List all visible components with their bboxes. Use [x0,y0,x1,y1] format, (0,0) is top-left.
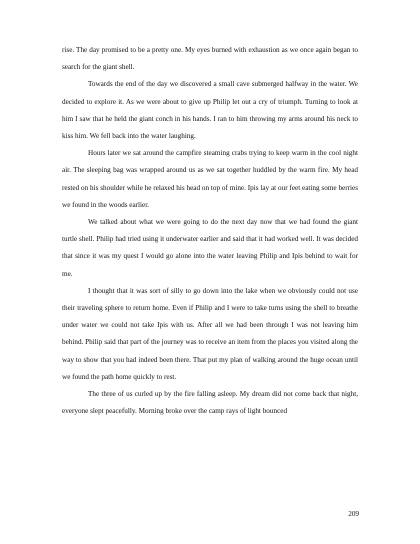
paragraph-5: I thought that it was sort of silly to go down into the lake when we obviously could not use their traveling sphere to return home. Even if Philip and I were to take turns using the shell to breathe under water we could not take Ipis with us. After all we had been through I was not leaving him behind. Philip said that part of the journey was to receive an item from the places you visited along the way to show that you had indeed been there. That put my plan of walking around the huge ocean until we found the path home quickly to rest. [62,286,358,381]
paragraph-1: rise. The day promised to be a pretty one. My eyes burned with exhaustion as we once again began to search for the giant shell. [62,46,358,72]
paragraph-2: Towards the end of the day we discovered a small cave submerged halfway in the water. We decided to explore it. As we were about to give up Philip let out a cry of triumph. Turning to look at him I saw that he held the giant conch in his hands. I ran to him throwing my arms around his neck to kiss him. We fell back into the water laughing. [62,80,358,141]
paragraph-4: We talked about what we were going to do the next day now that we had found the giant turtle shell. Philip had tried using it underwater earlier and said that it had worked well. It was decided that since it was my quest I would go alone into the water leaving Philip and Ipis behind to wait for me. [62,218,358,278]
paragraph-6: The three of us curled up by the fire falling asleep. My dream did not come back that night, everyone slept peacefully. Morning broke over the camp rays of light bounced [62,390,358,416]
paragraph-3: Hours later we sat around the campfire steaming crabs trying to keep warm in the cool night air. The sleeping bag was wrapped around us as we sat together huddled by the warm fire. My head rested on his shoulder while he relaxed his head on top of mine. Ipis lay at our feet eating some berries we found in the woods earlier. [62,149,358,209]
body-text [62,42,358,420]
page-number: 209 [348,510,359,518]
